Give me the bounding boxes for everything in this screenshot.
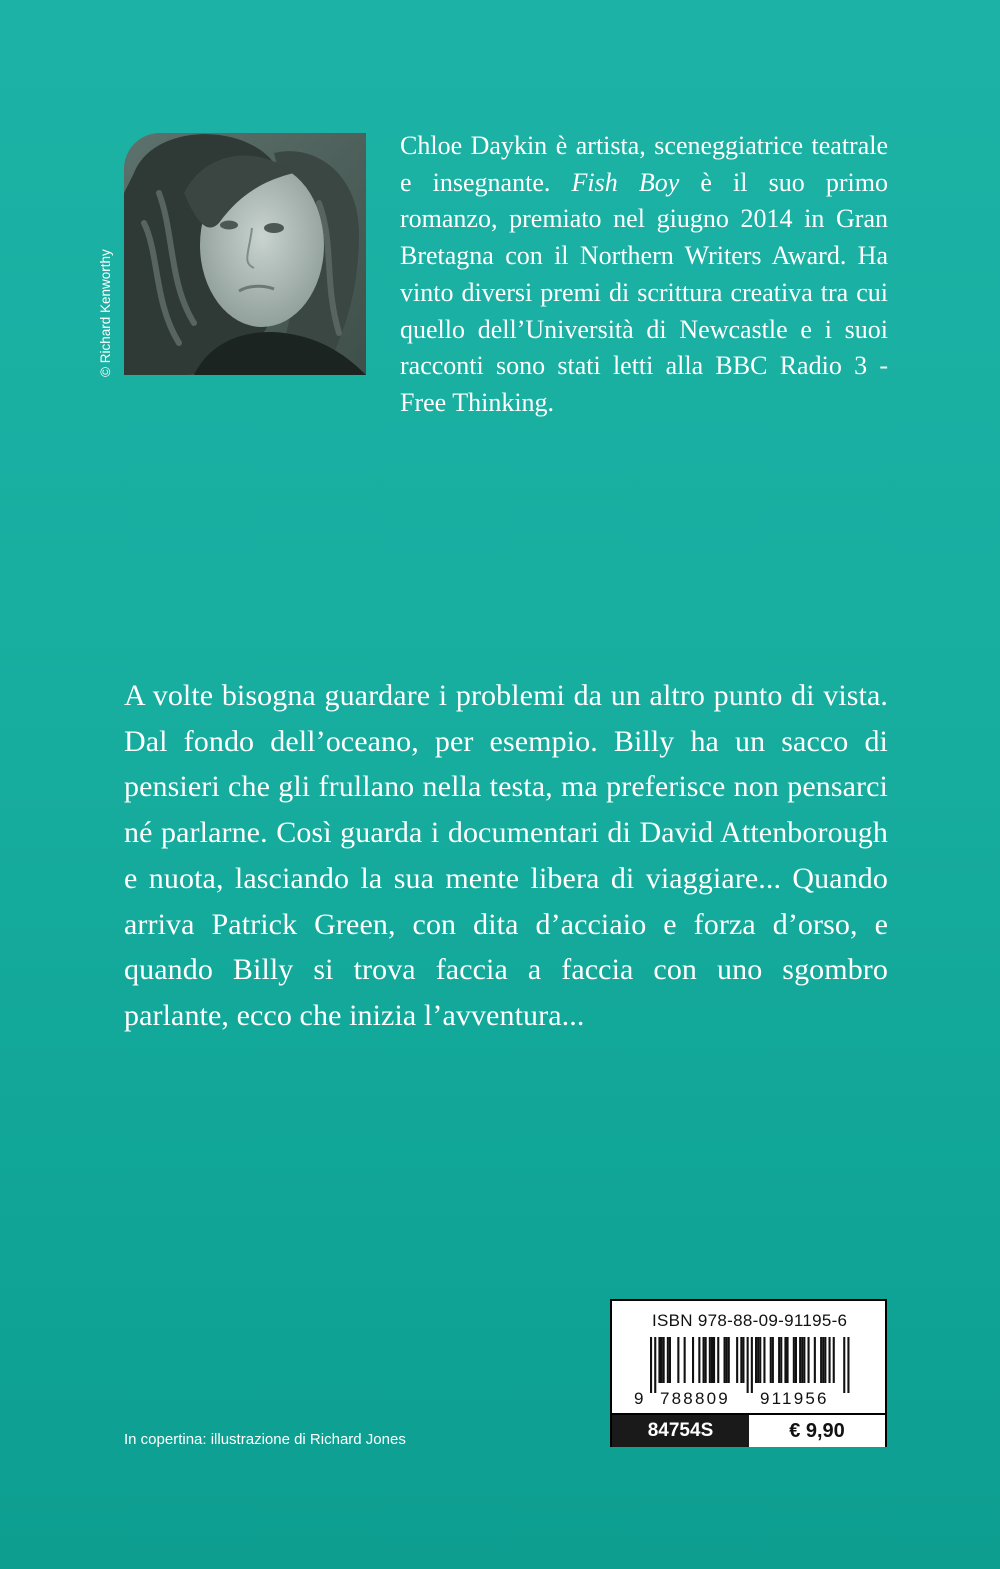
barcode-bar [663,1337,665,1383]
barcode-bar [654,1337,656,1393]
barcode-bar [820,1337,822,1383]
bio-book-title: Fish Boy [571,167,680,197]
barcode-bar [829,1337,831,1383]
cover-credit: In copertina: illustrazione di Richard Jones [124,1431,406,1448]
barcode-bar [677,1337,679,1383]
barcode-bar [814,1337,816,1383]
barcode-bar [717,1337,719,1383]
barcode-bars [612,1301,885,1413]
barcode-bar [793,1337,795,1383]
barcode-bar [667,1337,669,1383]
barcode-bar [778,1337,780,1383]
bio-text-start: Chloe Daykin è artista, sceneggiatrice teatrale e insegnante. [400,131,888,197]
barcode-bar [742,1337,744,1383]
barcode-bar [843,1337,845,1393]
price-row [612,1413,885,1447]
barcode-bar [784,1337,786,1383]
book-blurb: A volte bisogna guardare i problemi da un altro punto di vista. Dal fondo dell’oceano, per esempio. Billy ha un sacco di pensieri che gli frullano nella testa, ma preferisce non pensarci né parlarne. Così guarda i documentari di David Attenborough e nuota, lasciando la sua mente libera di viaggiare... Quando arriva Patrick Green, con dita d’acciaio e forza d’orso, e quando Billy si trova faccia a faccia con uno sgombro parlante, ecco che inizia l’avventura... [124,679,888,1032]
barcode-left-digits: 788809 [660,1389,730,1408]
barcode-bar [747,1337,749,1393]
barcode-bar [658,1337,660,1383]
barcode-bar [799,1337,801,1383]
barcode-label [610,1299,887,1447]
barcode-bar [803,1337,805,1383]
barcode-bar [770,1337,772,1383]
barcode-bar [824,1337,826,1383]
barcode-bar [763,1337,765,1383]
barcode-bar [661,1337,663,1383]
barcode-bar [736,1337,738,1383]
photo-credit: © Richard Kenworthy [98,249,113,377]
author-portrait-image [124,133,366,375]
barcode-bar [822,1337,824,1383]
barcode-bar [740,1337,742,1383]
bio-text-end: è il suo primo romanzo, premiato nel giugno 2014 in Gran Bretagna con il Northern Writers Award. Ha vinto diversi premi di scrittura creativa tra cui quello dell’Università di Newcastle e i suoi racconti sono stati letti alla BBC Radio 3 - Free Thinking. [400,167,888,417]
barcode-bar [711,1337,713,1383]
barcode-bar [692,1337,694,1383]
barcode-bar [650,1337,652,1393]
barcode-bar [703,1337,705,1383]
barcode-bar [801,1337,803,1383]
barcode-bar [755,1337,757,1383]
barcode-right-digits: 911956 [760,1389,829,1408]
author-bio [400,128,888,422]
barcode-bar [726,1337,728,1383]
barcode-bar [684,1337,686,1383]
barcode-bar [757,1337,759,1383]
isbn-number: ISBN 978-88-09-91195-6 [652,1311,848,1330]
barcode-bar [728,1337,730,1383]
barcode-bar [808,1337,810,1383]
product-code: 84754S [612,1415,749,1447]
barcode-bar [713,1337,715,1383]
barcode-bar [780,1337,782,1383]
barcode-bar [847,1337,849,1393]
barcode-bar [669,1337,671,1383]
author-photo [124,133,366,375]
barcode-lead-digit: 9 [634,1389,644,1408]
barcode-bar [772,1337,774,1383]
barcode-bar [705,1337,707,1383]
barcode-bar [833,1337,835,1383]
price: € 9,90 [749,1415,885,1447]
barcode-bar [724,1337,726,1383]
barcode-bar [787,1337,789,1383]
barcode-bar [759,1337,761,1383]
barcode-bar [709,1337,711,1383]
barcode-bar [751,1337,753,1393]
barcode-bar [795,1337,797,1383]
barcode-bar [698,1337,700,1383]
